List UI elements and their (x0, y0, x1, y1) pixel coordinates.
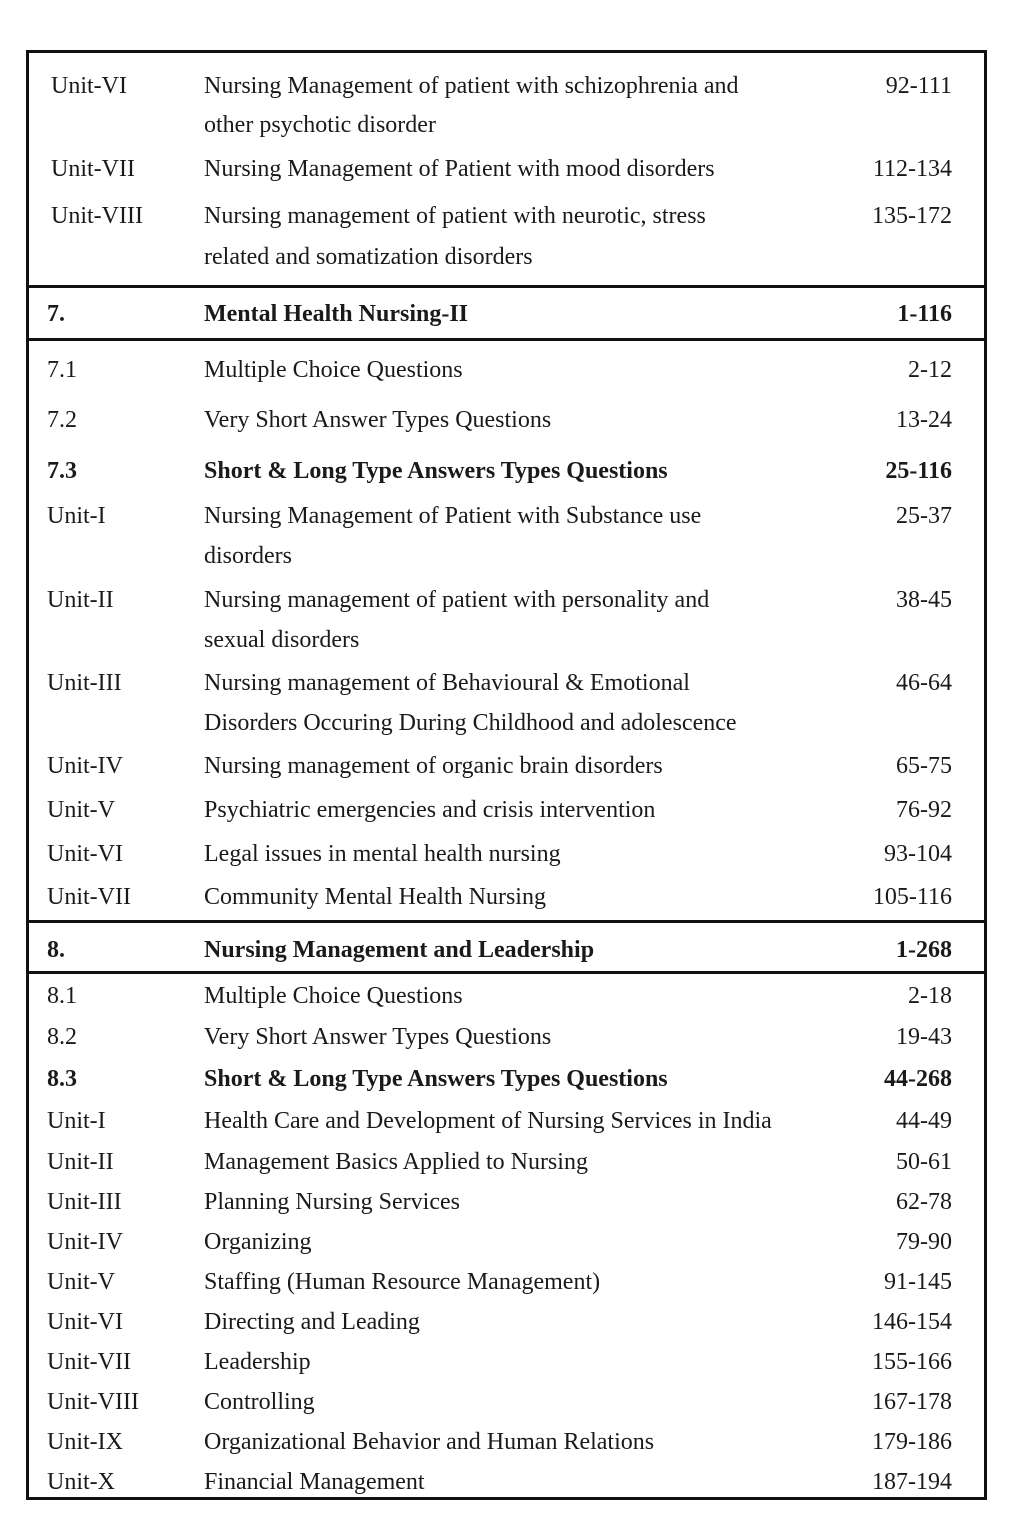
page-range: 76-92 (896, 797, 952, 823)
section-title: Nursing Management and Leadership (204, 937, 595, 963)
page-range: 25-37 (896, 503, 952, 529)
entry-title: Short & Long Type Answers Types Questions (204, 458, 668, 484)
unit-label: Unit-VIII (47, 1389, 139, 1415)
unit-label: Unit-II (47, 587, 114, 613)
entry-title: Nursing management of Behavioural & Emotional (204, 670, 690, 696)
unit-label: 8.3 (47, 1066, 77, 1092)
unit-label: Unit-II (47, 1149, 114, 1175)
section-title: Mental Health Nursing-II (204, 301, 468, 327)
unit-label: Unit-V (47, 1269, 115, 1295)
entry-title: Psychiatric emergencies and crisis intervention (204, 797, 656, 823)
entry-title: Legal issues in mental health nursing (204, 841, 561, 867)
unit-label: Unit-III (47, 670, 122, 696)
page-range: 44-268 (884, 1066, 952, 1092)
page-range: 155-166 (872, 1349, 952, 1375)
entry-title: Staffing (Human Resource Management) (204, 1269, 601, 1295)
entry-title: Nursing Management of Patient with Substance use (204, 503, 702, 529)
entry-title-continued: sexual disorders (204, 627, 360, 653)
unit-label: Unit-VII (47, 884, 131, 910)
page-range: 2-18 (908, 983, 952, 1009)
unit-label: Unit-I (47, 1108, 106, 1134)
unit-label: Unit-VII (47, 1349, 131, 1375)
page-range: 25-116 (885, 458, 952, 484)
entry-title: Financial Management (204, 1469, 425, 1495)
entry-title: Nursing management of patient with neurotic, stress (204, 203, 706, 229)
entry-title: Controlling (204, 1389, 315, 1415)
unit-label: Unit-V (47, 797, 115, 823)
entry-title: Nursing Management of patient with schizophrenia and (204, 73, 739, 99)
page-range: 105-116 (872, 884, 952, 910)
unit-label: 7.3 (47, 458, 77, 484)
page-range: 112-134 (872, 156, 952, 182)
page-range: 135-172 (872, 203, 952, 229)
entry-title: Management Basics Applied to Nursing (204, 1149, 588, 1175)
divider (29, 971, 984, 974)
entry-title: Nursing management of organic brain disorders (204, 753, 663, 779)
entry-title: Community Mental Health Nursing (204, 884, 546, 910)
unit-label: Unit-IV (47, 1229, 123, 1255)
entry-title: Multiple Choice Questions (204, 357, 463, 383)
page-range: 38-45 (896, 587, 952, 613)
divider (29, 920, 984, 923)
unit-label: Unit-X (47, 1469, 115, 1495)
entry-title: Short & Long Type Answers Types Questions (204, 1066, 668, 1092)
unit-label: 7.1 (47, 357, 77, 383)
entry-title: Organizational Behavior and Human Relations (204, 1429, 655, 1455)
entry-title: Multiple Choice Questions (204, 983, 463, 1009)
page-range: 19-43 (896, 1024, 952, 1050)
section-number: 8. (47, 937, 65, 963)
unit-label: 7.2 (47, 407, 77, 433)
page-range: 91-145 (884, 1269, 952, 1295)
page-range: 179-186 (872, 1429, 952, 1455)
entry-title: Leadership (204, 1349, 311, 1375)
entry-title-continued: Disorders Occuring During Childhood and adolescence (204, 710, 737, 736)
page-range: 50-61 (896, 1149, 952, 1175)
page-range: 62-78 (896, 1189, 952, 1215)
unit-label: Unit-VI (47, 841, 123, 867)
unit-label: Unit-VI (47, 1309, 123, 1335)
entry-title-continued: other psychotic disorder (204, 112, 436, 138)
entry-title: Very Short Answer Types Questions (204, 407, 552, 433)
page-range: 2-12 (908, 357, 952, 383)
unit-label: Unit-I (47, 503, 106, 529)
page-range: 65-75 (896, 753, 952, 779)
page-range: 79-90 (896, 1229, 952, 1255)
unit-label: Unit-IX (47, 1429, 123, 1455)
section-page-range: 1-268 (896, 937, 952, 963)
unit-label: Unit-VI (51, 73, 127, 99)
entry-title: Health Care and Development of Nursing Services in India (204, 1108, 772, 1134)
page-range: 146-154 (872, 1309, 952, 1335)
unit-label: Unit-VII (51, 156, 135, 182)
entry-title-continued: disorders (204, 543, 292, 569)
page-range: 167-178 (872, 1389, 952, 1415)
entry-title: Nursing Management of Patient with mood disorders (204, 156, 715, 182)
table-of-contents (26, 50, 987, 1500)
entry-title: Nursing management of patient with personality and (204, 587, 710, 613)
entry-title: Planning Nursing Services (204, 1189, 460, 1215)
entry-title: Very Short Answer Types Questions (204, 1024, 552, 1050)
unit-label: 8.1 (47, 983, 77, 1009)
unit-label: Unit-IV (47, 753, 123, 779)
page-range: 187-194 (872, 1469, 952, 1495)
unit-label: 8.2 (47, 1024, 77, 1050)
section-number: 7. (47, 301, 65, 327)
entry-title: Organizing (204, 1229, 312, 1255)
page-range: 46-64 (896, 670, 952, 696)
page-range: 92-111 (885, 73, 952, 99)
divider (29, 338, 984, 341)
page-range: 44-49 (896, 1108, 952, 1134)
unit-label: Unit-VIII (51, 203, 143, 229)
page-range: 13-24 (896, 407, 952, 433)
entry-title: Directing and Leading (204, 1309, 420, 1335)
page-range: 93-104 (884, 841, 952, 867)
unit-label: Unit-III (47, 1189, 122, 1215)
divider (29, 285, 984, 288)
entry-title-continued: related and somatization disorders (204, 244, 533, 270)
section-page-range: 1-116 (897, 301, 952, 327)
